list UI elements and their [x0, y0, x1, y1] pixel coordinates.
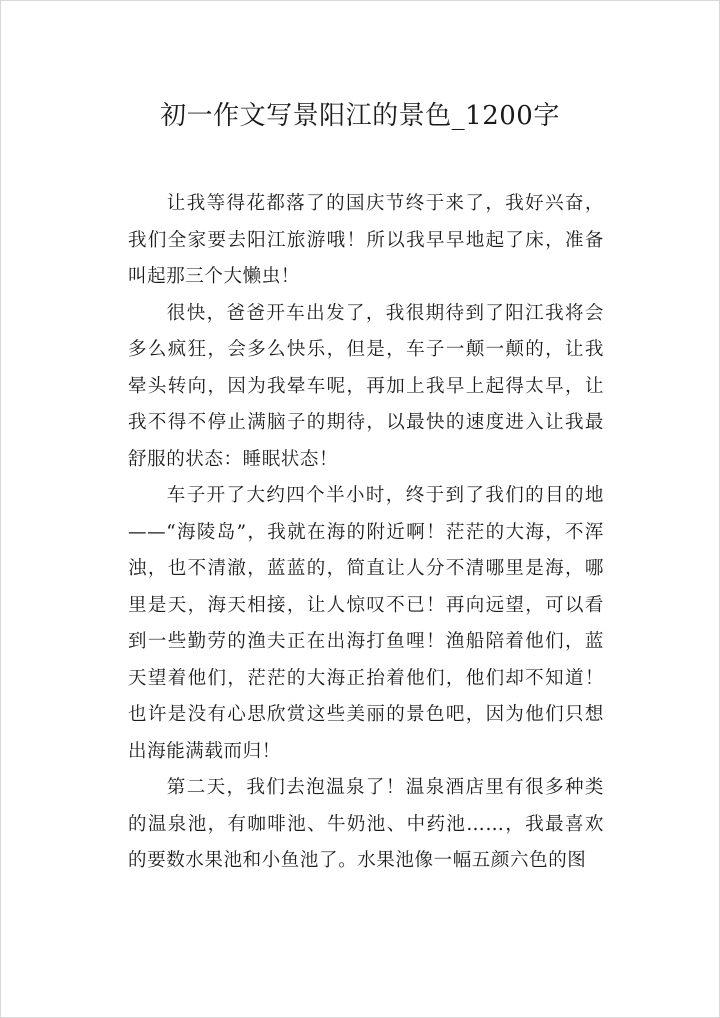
paragraph: [128, 770, 604, 880]
paragraph: [128, 186, 604, 296]
paragraph-text: 第二天，我们去泡温泉了！温泉酒店里有很多种类的温泉池，有咖啡池、牛奶池、中药池……，我最喜欢的要数水果池和小鱼池了。水果池像一幅五颜六色的图: [128, 777, 604, 871]
paragraph-text: 车子开了大约四个半小时，终于到了我们的目的地——“海陵岛”，我就在海的附近啊！茫茫的大海，不浑浊，也不清澈，蓝蓝的，简直让人分不清哪里是海，哪里是天，海天相接，让人惊叹不已！再向远望，可以看到一些勤劳的渔夫正在出海打鱼哩！渔船陪着他们，蓝天望着他们，茫茫的大海正抬着他们，他们却不知道！也许是没有心思欣赏这些美丽的景色吧，因为他们只想出海能满载而归！: [128, 485, 604, 762]
paragraph-text: 很快，爸爸开车出发了，我很期待到了阳江我将会多么疯狂，会多么快乐，但是，车子一颠一颠的，让我晕头转向，因为我晕车呢，再加上我早上起得太早，让我不得不停止满脑子的期待，以最快的速度进入让我最舒服的状态：睡眠状态！: [128, 302, 604, 470]
document-title: 初一作文写景阳江的景色_1200字: [160, 101, 560, 131]
document-body: [128, 186, 604, 880]
paragraph: [128, 296, 604, 479]
paragraph: [128, 478, 604, 770]
paragraph-text: 让我等得花都落了的国庆节终于来了，我好兴奋，我们全家要去阳江旅游哦！所以我早早地起了床，准备叫起那三个大懒虫！: [128, 193, 604, 287]
